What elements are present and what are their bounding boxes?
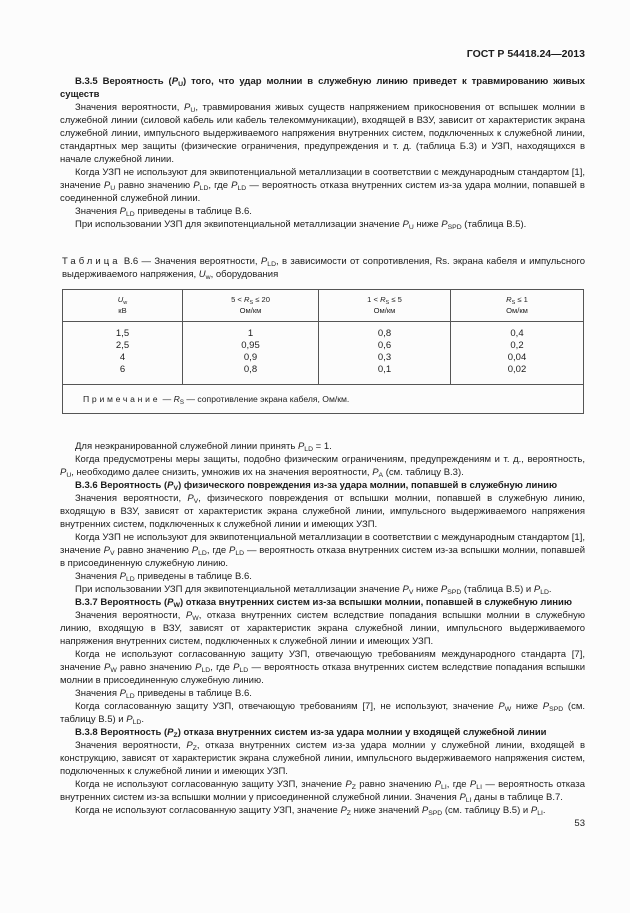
spaced-label: Примечание: [83, 394, 161, 404]
math-variable: $R_S$: [506, 295, 516, 306]
math-variable: $P_{LD}$: [195, 662, 211, 675]
math-variable: $P_V$: [402, 584, 414, 597]
column-header-rs-5-20: [183, 290, 319, 322]
table-cell: 0,2: [451, 340, 584, 352]
table-header-row: [63, 290, 584, 322]
body-paragraph: Когда не используют согласованную защиту УЗП, отвечающую требованиям международного стандарта [7], значение $P_W$ равно значению $P_{LD}$, где $P_{LD}$ — вероятность отказа внутренних систем вследствие попадания вспышки молнии в присоединенную служебную линию.: [60, 649, 585, 686]
page-number: 53: [574, 818, 585, 829]
math-variable: $P_W$: [103, 662, 117, 675]
math-variable: $P_{LD}$: [260, 256, 276, 269]
table-note: Примечание — $R_S$ — сопротивление экрана кабеля, Ом/км.: [63, 385, 584, 414]
column-header-uw: [63, 290, 183, 322]
column-header-label: $5 < R_S \le 20$: [231, 295, 270, 306]
body-paragraph: Значения $P_{LD}$ приведены в таблице В.6.: [75, 571, 252, 584]
math-variable: $P_{SPD}$: [440, 584, 462, 597]
math-variable: $R_S$: [173, 394, 184, 406]
math-variable: $P_{LD}$: [193, 180, 209, 193]
table-cell: 0,95: [183, 340, 319, 352]
section-heading-b38: В.3.8 Вероятность $(P_Z)$ отказа внутренних систем из-за удара молнии у входящей служебной линии: [75, 727, 547, 740]
section-b37: [60, 596, 585, 726]
math-variable: $P_U$: [171, 76, 184, 89]
math-variable: $P_{LD}$: [119, 206, 135, 219]
table-note-row: [63, 385, 584, 414]
math-variable: $P_V$: [167, 480, 179, 493]
math-variable: $P_{LD}$: [233, 662, 249, 675]
column-header-unit: кВ: [118, 306, 127, 315]
body-paragraph: Значения вероятности, $P_U$, травмирования живых существ напряжением прикосновения от вспышек молнии в служебной линии (силовой кабель или кабель телекоммуникации), входящей в ВЗУ, зависит от характеристик экрана служебной линии, импульсного выдерживаемого напряжения внутренних систем, подключенных к служебной линии, стандартных мер защиты (физические ограничения, предупреждения и т. д. (таблица Б.3) и УЗП, находящихся в начале служебной линии.: [60, 102, 585, 165]
body-paragraph: Значения вероятности, $P_Z$, отказа внутренних систем из-за удара молнии у служебной линии, входящей в конструкцию, зависят от характеристик экрана служебной линии, импульсного выдерживаемого напряжения систем, подключенных к служебной линии и имеющих УЗП.: [60, 740, 585, 777]
math-variable: $P_Z$: [340, 805, 351, 818]
math-variable: $P_{SPD}$: [421, 805, 443, 818]
section-heading-b36: В.3.6 Вероятность $(P_V)$ физического повреждения из-за удара молнии, попавшей в служебную линию: [75, 480, 558, 493]
math-variable: $P_{LD}$: [119, 688, 135, 701]
math-variable: $P_{LD}$: [533, 584, 549, 597]
column-header-rs-le-1: [451, 290, 584, 322]
section-b35: [60, 75, 585, 231]
column-header-rs-1-5: [319, 290, 451, 322]
table-cell: 0,04: [451, 352, 584, 364]
body-paragraph: Когда УЗП не используют для эквипотенциальной металлизации в соответствии с международным стандартом [1], значение $P_V$ равно значению $P_{LD}$, где $P_{LD}$ — вероятность отказа внутренних систем из-за вспышки молнии, попавшей в присоединенную служебную линию.: [60, 532, 585, 569]
body-paragraph: Для неэкранированной служебной линии принять $P_{LD} = 1$.: [75, 441, 332, 454]
math-variable: $P_{LD}$: [231, 180, 247, 193]
math-variable: $P_U$: [103, 180, 116, 193]
column-header-label: $R_S \le 1$: [506, 295, 528, 306]
table-cell: 0,6: [319, 340, 451, 352]
math-variable: $P_W$: [167, 597, 180, 610]
body-paragraph: Когда не используют согласованную защиту УЗП, значение $P_Z$ равно значению $P_{LI}$, где $P_{LI}$ — вероятность отказа внутренних систем из-за вспышки молнии у присоединенной служебной линии. Значения $P_{LI}$ даны в таблице В.7.: [60, 779, 585, 805]
math-variable: $U_w$: [117, 295, 128, 306]
math-variable: $P_U$: [184, 102, 196, 115]
body-paragraph: При использовании УЗП для эквипотенциальной металлизации значение $P_U$ ниже $P_{SPD}$ (таблица В.5).: [75, 219, 527, 232]
probability-table-b6: [62, 289, 584, 414]
section-b35-continued: [60, 440, 585, 479]
table-cell: 1: [183, 322, 319, 341]
page-content: [60, 75, 585, 830]
section-b36: [60, 479, 585, 596]
table-cell: 4: [63, 352, 183, 364]
table-cell: 0,02: [451, 364, 584, 385]
math-variable: $P_V$: [103, 545, 115, 558]
table-cell: 6: [63, 364, 183, 385]
math-variable: $P_Z$: [345, 779, 356, 792]
math-variable: $P_Z$: [186, 740, 197, 753]
math-variable: $P_{LD}$: [126, 714, 142, 727]
column-header-unit: Ом/км: [239, 306, 262, 315]
table-cell: 0,8: [319, 322, 451, 341]
math-variable: $U_w$: [198, 269, 211, 282]
math-variable: $R_S$: [243, 295, 254, 306]
section-b38: [60, 726, 585, 817]
body-paragraph: Когда не используют согласованную защиту УЗП, значение $P_Z$ ниже значений $P_{SPD}$ (см. таблицу В.5) и $P_{LI}$.: [75, 805, 546, 818]
math-variable: $P_{LI}$: [530, 805, 543, 818]
math-variable: $P_V$: [187, 493, 199, 506]
table-cell: 2,5: [63, 340, 183, 352]
column-header-unit: Ом/км: [506, 306, 528, 315]
body-paragraph: Значения $P_{LD}$ приведены в таблице В.6.: [75, 688, 252, 701]
table-caption: Таблица В.6 — Значения вероятности, $P_{LD}$, в зависимости от сопротивления, Rs. экрана кабеля и импульсного выдерживаемого напряжения, $U_w$, оборудования: [62, 256, 586, 282]
math-variable: $P_{LI}$: [434, 779, 447, 792]
math-variable: $P_W$: [185, 610, 199, 623]
math-variable: $P_{LD}$: [119, 571, 135, 584]
table-cell: 0,8: [183, 364, 319, 385]
table-row: [63, 340, 584, 352]
table-cell: 0,1: [319, 364, 451, 385]
math-variable: $P_{SPD}$: [441, 219, 462, 232]
math-variable: $P_A$: [372, 467, 384, 480]
body-paragraph: При использовании УЗП для эквипотенциальной металлизации значение $P_V$ ниже $P_{SPD}$ (таблица В.5) и $P_{LD}$.: [75, 584, 552, 597]
math-variable: $P_{SPD}$: [542, 701, 564, 714]
spaced-label: Таблица: [62, 256, 121, 267]
column-header-label: [63, 294, 182, 305]
table-cell: 0,4: [451, 322, 584, 341]
body-paragraph: Значения вероятности, $P_W$, отказа внутренних систем вследствие попадания вспышки молнии в служебную линию, входящую в ВЗУ, зависят от характеристик экрана служебной линии, импульсного выдерживаемого напряжения внутренних систем, подключенных к служебной линии и имеющих УЗП.: [60, 610, 585, 647]
math-variable: $P_{LD}$: [191, 545, 207, 558]
section-heading-b37: В.3.7 Вероятность $(P_W)$ отказа внутренних систем из-за вспышки молнии, попавшей в служебную линию: [75, 597, 572, 610]
math-variable: $P_{LD}$: [229, 545, 245, 558]
math-variable: $P_{LI}$: [469, 779, 482, 792]
math-variable: $P_U$: [60, 467, 72, 480]
table-row: [63, 322, 584, 341]
math-variable: $P_U$: [402, 219, 414, 232]
body-paragraph: Значения $P_{LD}$ приведены в таблице В.6.: [75, 206, 252, 219]
math-variable: $P_W$: [498, 701, 512, 714]
body-paragraph: Когда УЗП не используют для эквипотенциальной металлизации в соответствии с международным стандартом [1], значение $P_U$ равно значению $P_{LD}$, где $P_{LD}$ — вероятность отказа внутренних систем из-за удара молнии, попавшей в соединенной служебной линии.: [60, 167, 585, 204]
body-paragraph: Значения вероятности, $P_V$, физического повреждения от вспышки молнии, попавшей в служебную линию, входящую в ВЗУ, зависят от характеристик экрана служебной линии, импульсного выдерживаемого напряжения внутренних систем, подключенных к служебной линии и имеющих УЗП.: [60, 493, 585, 530]
table-row: [63, 364, 584, 385]
document-code-header: ГОСТ Р 54418.24—2013: [466, 48, 585, 60]
math-variable: $P_Z$: [167, 727, 178, 740]
table-cell: 0,3: [319, 352, 451, 364]
table-cell: 0,9: [183, 352, 319, 364]
math-variable: $R_S$: [380, 295, 390, 306]
column-header-unit: Ом/км: [373, 306, 396, 315]
table-cell: 1,5: [63, 322, 183, 341]
section-heading-b35: В.3.5 Вероятность $(P_U)$ того, что удар молнии в служебную линию приведет к травмированию живых существ: [60, 76, 586, 100]
body-paragraph: Когда согласованную защиту УЗП, отвечающую требованиям [7], не используют, значение $P_W$ ниже $P_{SPD}$ (см. таблицу В.5) и $P_{LD}$.: [60, 701, 585, 727]
column-header-label: $1 < R_S \le 5$: [367, 295, 402, 306]
body-paragraph: Когда предусмотрены меры защиты, подобно физическим ограничениям, предупреждениям и т. д., вероятность, $P_U$, необходимо далее снизить, умножив их на значения вероятности, $P_A$ (см. таблицу В.3).: [60, 454, 585, 480]
math-variable: $P_{LD}$: [297, 441, 314, 454]
math-variable: $P_{LI}$: [459, 792, 472, 805]
table-row: [63, 352, 584, 364]
